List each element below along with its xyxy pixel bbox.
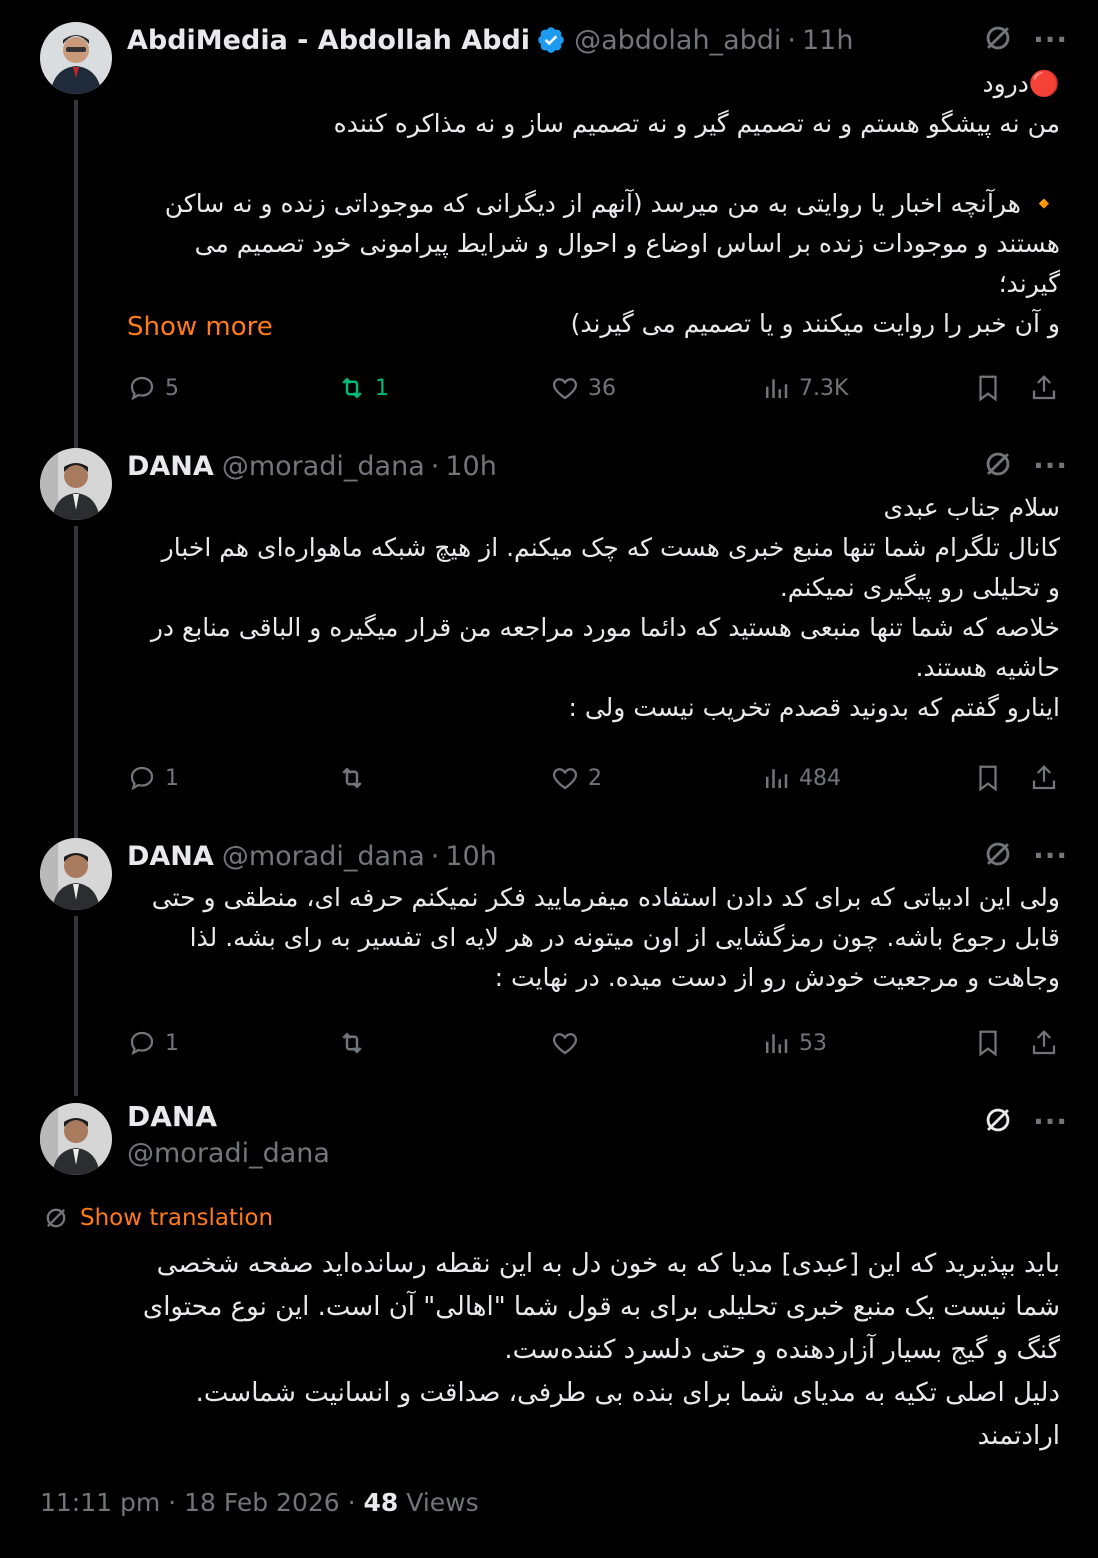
tweet[interactable] xyxy=(0,836,1098,1076)
views-count: 484 xyxy=(799,765,841,791)
show-more-link[interactable]: Show more xyxy=(127,312,273,342)
like-icon xyxy=(550,763,580,793)
views-count: 48 xyxy=(363,1488,399,1517)
grok-icon[interactable] xyxy=(981,447,1015,485)
avatar[interactable] xyxy=(40,22,112,94)
reply-count: 1 xyxy=(165,1030,179,1056)
share-icon xyxy=(1029,763,1059,793)
repost-icon xyxy=(337,373,367,403)
views-count: 53 xyxy=(799,1030,827,1056)
repost-icon xyxy=(337,1028,367,1058)
bookmark-button[interactable] xyxy=(973,758,1011,798)
action-bar xyxy=(127,758,1067,798)
translate-icon xyxy=(42,1204,70,1232)
share-icon xyxy=(1029,373,1059,403)
timestamp[interactable]: 10h xyxy=(445,450,497,482)
bookmark-icon xyxy=(973,1028,1003,1058)
bookmark-icon xyxy=(973,373,1003,403)
tweet-header xyxy=(127,446,497,486)
timestamp[interactable]: 11h xyxy=(801,24,854,56)
action-bar xyxy=(127,368,1067,408)
views-count: 7.3K xyxy=(799,375,849,401)
bookmark-button[interactable] xyxy=(973,368,1011,408)
tweet-line: من نه پیشگو هستم و نه تصمیم گیر و نه تصمیم ساز و نه مذاکره کننده xyxy=(333,109,1060,138)
post-time[interactable]: 11:11 pm xyxy=(40,1488,161,1517)
tweet-line: حاشیه هستند. xyxy=(915,653,1060,682)
more-icon[interactable]: ··· xyxy=(1033,23,1068,56)
avatar[interactable] xyxy=(40,1103,112,1175)
tweet-line: ولی این ادبیاتی که برای کد دادن استفاده میفرمایید فکر نمیکنم حرفه ای، منطقی و حتی xyxy=(151,883,1060,912)
more-icon[interactable]: ··· xyxy=(1033,1105,1068,1138)
separator: · xyxy=(787,24,796,56)
show-translation-label: Show translation xyxy=(80,1205,274,1231)
tweet-line: و آن خبر را روایت میکنند و یا تصمیم می گیرند) xyxy=(570,309,1060,338)
display-name[interactable]: AbdiMedia - Abdollah Abdi xyxy=(127,24,531,56)
repost-button[interactable] xyxy=(337,1023,375,1063)
like-icon xyxy=(550,1028,580,1058)
share-button[interactable] xyxy=(1029,758,1067,798)
handle[interactable]: @moradi_dana xyxy=(221,840,425,872)
handle[interactable]: @moradi_dana xyxy=(221,450,425,482)
repost-count: 1 xyxy=(375,375,389,401)
tweet-line: قابل رجوع باشه. چون رمزگشایی از اون میتونه در هر لایه ای تفسیر به رای بشه. لذا xyxy=(189,923,1060,952)
more-icon[interactable]: ··· xyxy=(1033,839,1068,872)
views-button[interactable] xyxy=(761,758,841,798)
reply-button[interactable] xyxy=(127,368,179,408)
tweet-meta xyxy=(40,1488,479,1517)
tweet-line: اینارو گفتم که بدونید قصدم تخریب نیست ولی : xyxy=(568,693,1060,722)
tweet-text xyxy=(40,1243,1060,1458)
tweet-header xyxy=(127,836,497,876)
reply-button[interactable] xyxy=(127,1023,179,1063)
reply-icon xyxy=(127,373,157,403)
post-date[interactable]: 18 Feb 2026 xyxy=(184,1488,340,1517)
tweet-line: سلام جناب عبدی xyxy=(883,493,1060,522)
reply-icon xyxy=(127,763,157,793)
tweet-line: خلاصه که شما تنها منبعی هستید که دائما مورد مراجعه من قرار میگیره و الباقی منابع در xyxy=(150,613,1060,642)
tweet-header xyxy=(127,20,853,60)
reply-button[interactable] xyxy=(127,758,179,798)
tweet-line: شما نیست یک منبع خبری تحلیلی برای به قول شما "اهالی" آن است. این نوع محتوای xyxy=(142,1292,1060,1322)
more-icon[interactable]: ··· xyxy=(1033,449,1068,482)
display-name[interactable]: DANA xyxy=(127,840,214,872)
like-button[interactable] xyxy=(550,758,602,798)
bookmark-icon xyxy=(973,763,1003,793)
action-bar xyxy=(127,1023,1067,1063)
grok-icon[interactable] xyxy=(981,1103,1015,1141)
tweet-line: دلیل اصلی تکیه به مدیای شما برای بنده بی طرفی، صداقت و انسانیت شماست. xyxy=(195,1378,1060,1408)
verified-badge-icon xyxy=(536,25,566,55)
display-name[interactable]: DANA xyxy=(127,1100,218,1133)
tweet-line xyxy=(127,144,1060,184)
separator: · xyxy=(168,1488,177,1517)
views-label: Views xyxy=(406,1488,479,1517)
tweet[interactable] xyxy=(0,446,1098,816)
tweet-line: 🔸 هرآنچه اخبار یا روایتی به من میرسد (آنهم از دیگرانی که موجوداتی زنده و نه ساکن xyxy=(164,189,1060,218)
separator: · xyxy=(430,450,440,482)
repost-button[interactable] xyxy=(337,758,375,798)
tweet-line: باید بپذیرید که این [عبدی] مدیا که به خون دل به این نقطه رسانده‌اید صفحه شخصی xyxy=(156,1249,1060,1279)
views-button[interactable] xyxy=(761,368,848,408)
tweet-line: و تحلیلی رو پیگیری نمیکنم. xyxy=(779,573,1060,602)
handle[interactable]: @abdolah_abdi xyxy=(574,24,782,56)
avatar[interactable] xyxy=(40,448,112,520)
show-translation-link[interactable] xyxy=(42,1204,273,1232)
handle[interactable]: @moradi_dana xyxy=(127,1138,330,1169)
reply-count: 5 xyxy=(165,375,179,401)
views-icon xyxy=(761,763,791,793)
tweet-line: وجاهت و مرجعیت خودش رو از دست میده. در نهایت : xyxy=(494,963,1060,992)
tweet-text xyxy=(127,488,1060,728)
views-icon xyxy=(761,1028,791,1058)
tweet-top-actions xyxy=(981,446,1068,486)
repost-icon xyxy=(337,763,367,793)
tweet-text xyxy=(127,64,1060,344)
grok-icon[interactable] xyxy=(981,21,1015,59)
tweet-top-actions xyxy=(981,1102,1068,1142)
separator: · xyxy=(347,1488,356,1517)
share-button[interactable] xyxy=(1029,1023,1067,1063)
tweet-line: 🔴درود xyxy=(982,69,1060,98)
reply-icon xyxy=(127,1028,157,1058)
tweet[interactable] xyxy=(0,20,1098,420)
share-button[interactable] xyxy=(1029,368,1067,408)
repost-button[interactable] xyxy=(337,368,389,408)
separator: · xyxy=(430,840,440,872)
tweet-line: هستند و موجودات زنده بر اساس اوضاع و احوال و شرایط پیرامونی خود تصمیم می گیرند؛ xyxy=(194,229,1060,298)
tweet-line: ارادتمند xyxy=(977,1421,1060,1451)
grok-icon[interactable] xyxy=(981,837,1015,875)
bookmark-button[interactable] xyxy=(973,1023,1011,1063)
tweet-top-actions xyxy=(981,836,1068,876)
display-name[interactable]: DANA xyxy=(127,450,214,482)
reply-count: 1 xyxy=(165,765,179,791)
tweet-text xyxy=(127,878,1060,998)
timestamp[interactable]: 10h xyxy=(445,840,497,872)
like-count: 36 xyxy=(588,375,616,401)
like-count: 2 xyxy=(588,765,602,791)
views-button[interactable] xyxy=(761,1023,827,1063)
like-icon xyxy=(550,373,580,403)
avatar[interactable] xyxy=(40,838,112,910)
tweet-line: گنگ و گیج بسیار آزاردهنده و حتی دلسرد کننده‌ست. xyxy=(504,1335,1060,1365)
like-button[interactable] xyxy=(550,1023,588,1063)
tweet-line: کانال تلگرام شما تنها منبع خبری هست که چک میکنم. از هیچ شبکه ماهواره‌ای هم اخبار xyxy=(161,533,1060,562)
views-icon xyxy=(761,373,791,403)
share-icon xyxy=(1029,1028,1059,1058)
tweet-top-actions xyxy=(981,20,1068,60)
like-button[interactable] xyxy=(550,368,616,408)
